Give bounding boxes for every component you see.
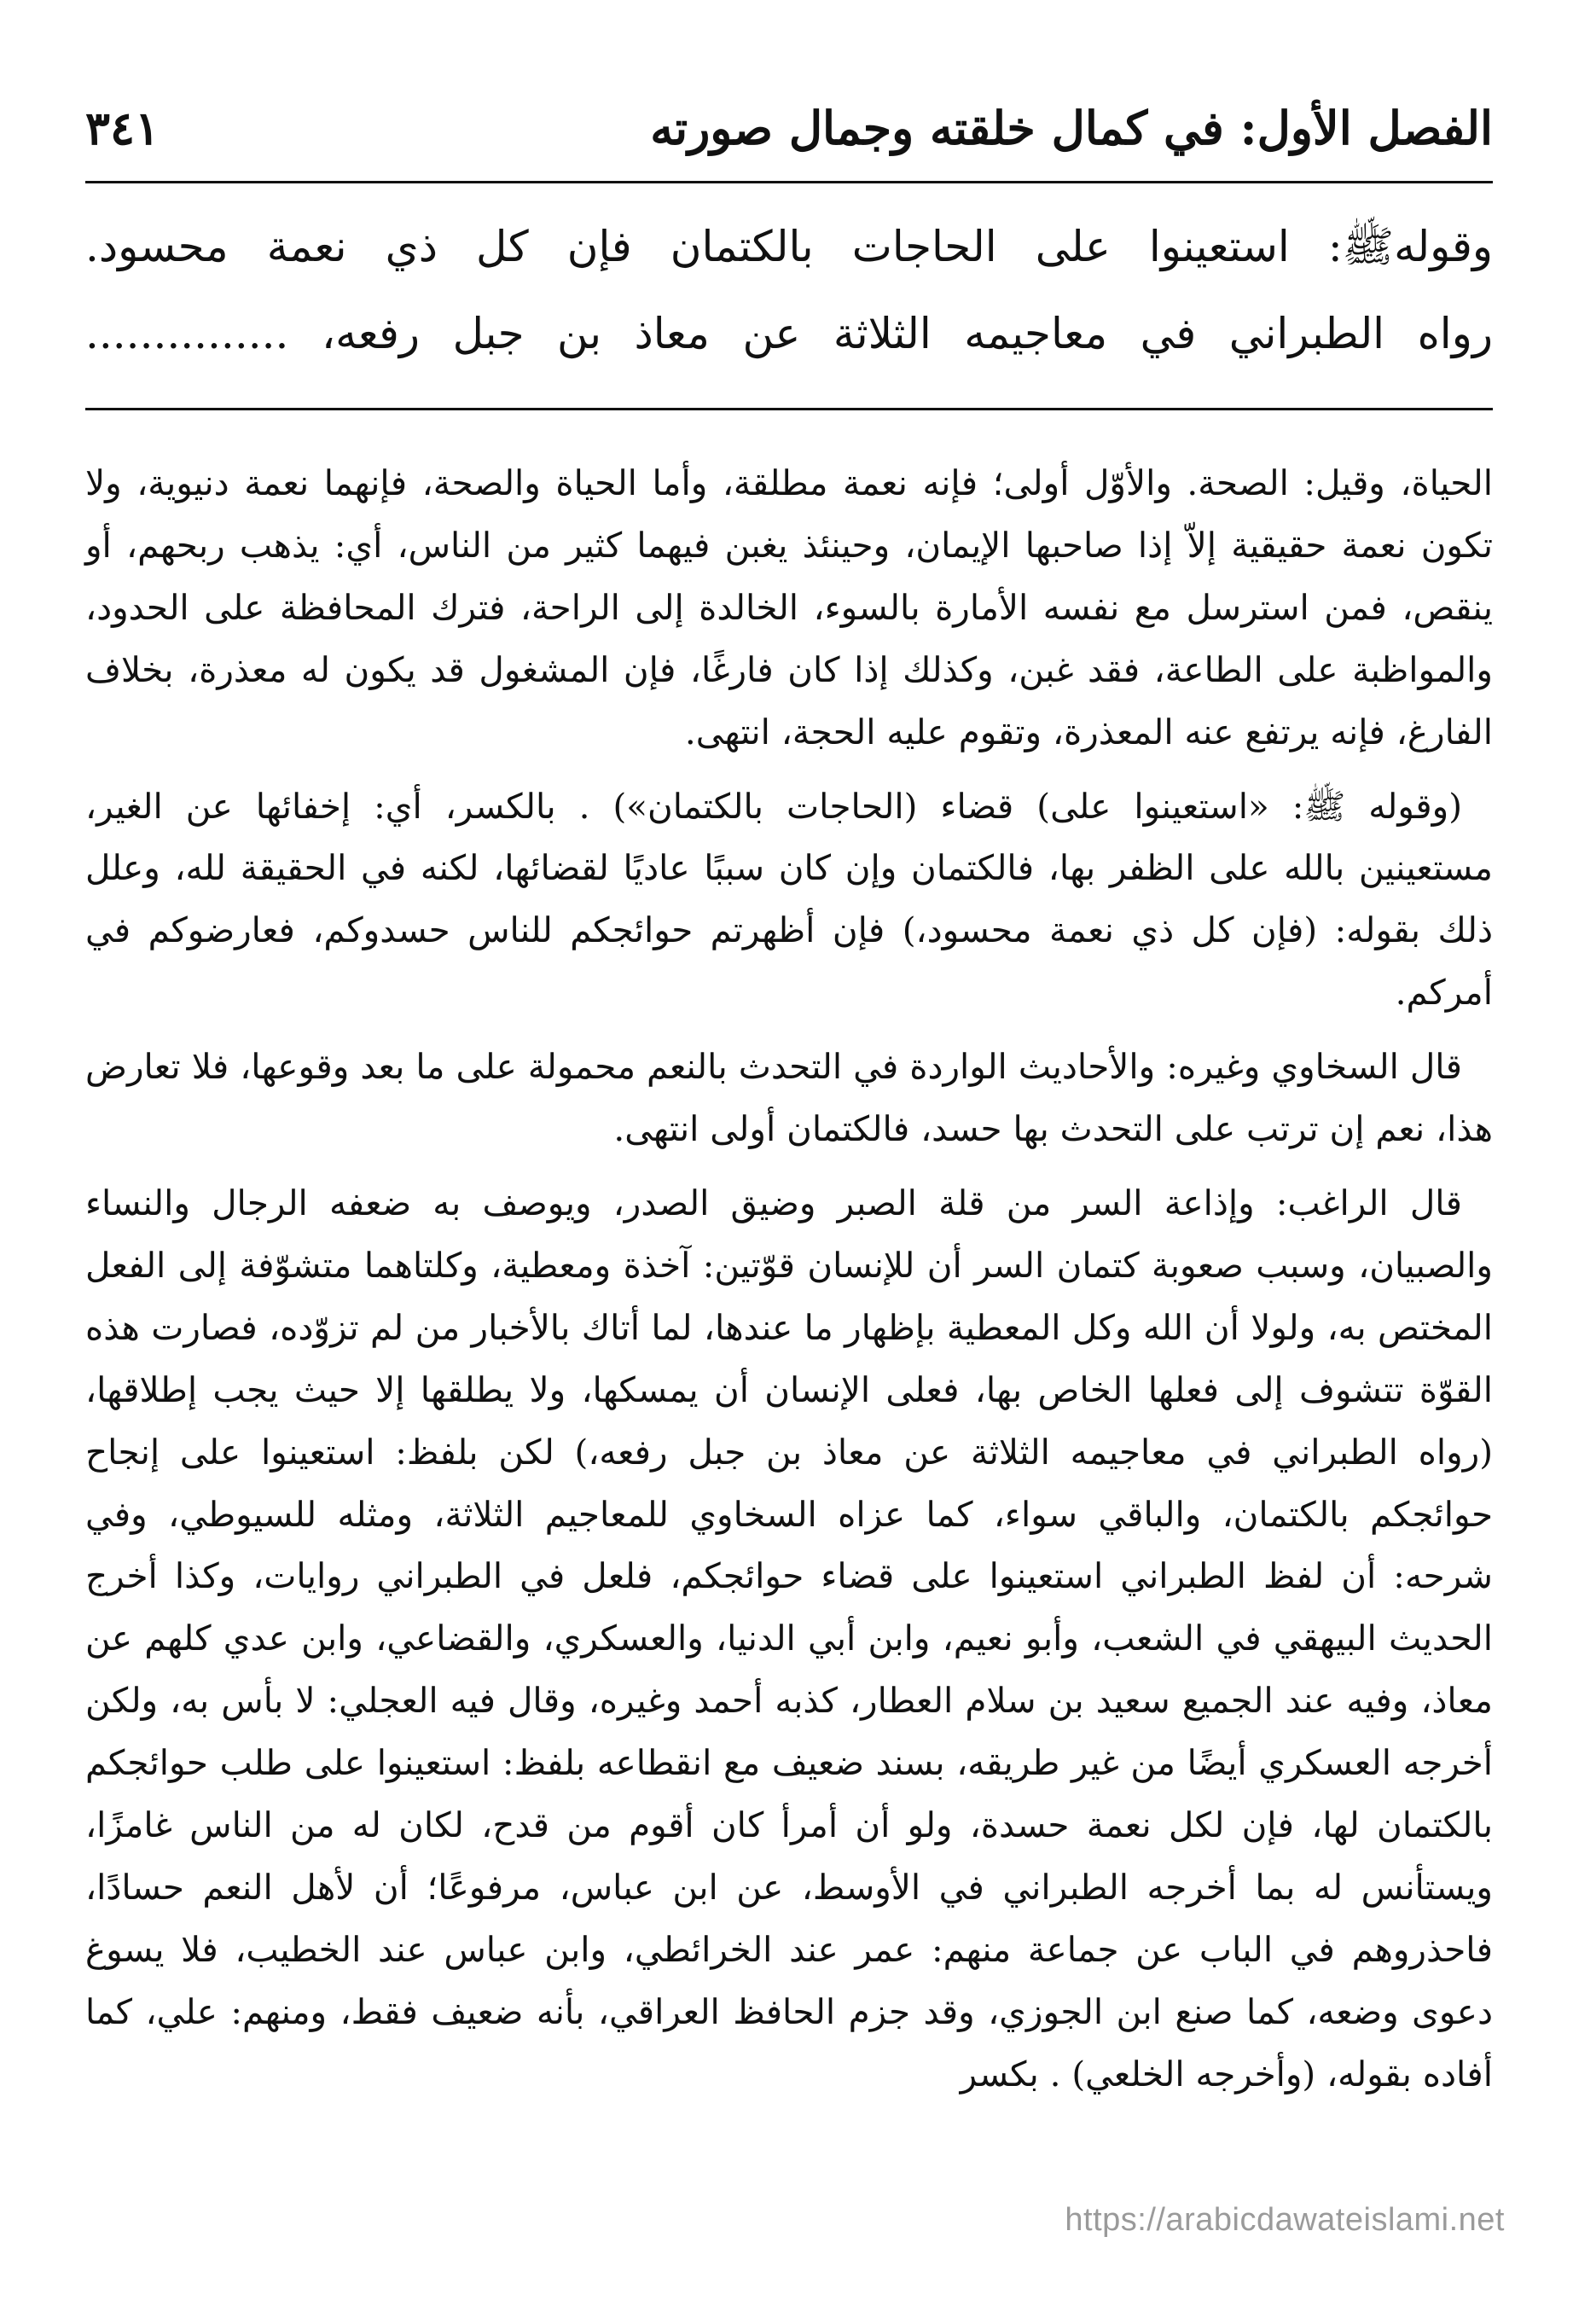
matn-divider <box>85 408 1493 410</box>
hadith-matn <box>85 203 1493 377</box>
book-page <box>85 0 1493 2324</box>
commentary-body <box>85 452 1493 2118</box>
page-number: ٣٤١ <box>85 101 160 155</box>
commentary-paragraph: الحياة، وقيل: الصحة. والأوّل أولى؛ فإنه نعمة مطلقة، وأما الحياة والصحة، فإنهما نعمة دنيوية، ولا تكون نعمة حقيقية إلاّ إذا صاحبها الإيمان، وحينئذ يغبن فيهما كثير من الناس، أي: يذهب ربحهم، أو ينقص، فمن استرسل مع نفسه الأمارة بالسوء، الخالدة إلى الراحة، فترك المحافظة على الحدود، والمواظبة على الطاعة، فقد غبن، وكذلك إذا كان فارغًا، فإن المشغول قد يكون له معذرة، بخلاف الفارغ، فإنه يرتفع عنه المعذرة، وتقوم عليه الحجة، انتهى. <box>85 462 1493 752</box>
commentary-paragraph: قال الراغب: وإذاعة السر من قلة الصبر وضيق الصدر، ويوصف به ضعفه الرجال والنساء والصبيان، وسبب صعوبة كتمان السر أن للإنسان قوّتين: آخذة ومعطية، وكلتاهما متشوّفة إلى الفعل المختص به، ولولا أن الله وكل المعطية بإظهار ما عندها، لما أتاك بالأخبار من لم تزوّده، فصارت هذه القوّة تتشوف إلى فعلها الخاص بها، فعلى الإنسان أن يمسكها، ولا يطلقها إلا حيث يجب إطلاقها، (رواه الطبراني في معاجيمه الثلاثة عن معاذ بن جبل رفعه،) لكن بلفظ: استعينوا على إنجاح حوائجكم بالكتمان، والباقي سواء، كما عزاه السخاوي للمعاجيم الثلاثة، ومثله للسيوطي، وفي شرحه: أن لفظ الطبراني استعينوا على قضاء حوائجكم، فلعل في الطبراني روايات، وكذا أخرج الحديث البيهقي في الشعب، وأبو نعيم، وابن أبي الدنيا، والعسكري، والقضاعي، وابن عدي كلهم عن معاذ، وفيه عند الجميع سعيد بن سلام العطار، كذبه أحمد وغيره، وقال فيه العجلي: لا بأس به، ولكن أخرجه العسكري أيضًا من غير طريقه، بسند ضعيف مع انقطاعه بلفظ: استعينوا على طلب حوائجكم بالكتمان لها، فإن لكل نعمة حسدة، ولو أن أمرأ كان أقوم من قدح، لكان له من الناس غامزًا، ويستأنس له بما أخرجه الطبراني في الأوسط، عن ابن عباس، مرفوعًا؛ أن لأهل النعم حسادًا، فاحذروهم في الباب عن جماعة منهم: عمر عند الخرائطي، وابن عباس عند الخطيب، فلا يسوغ دعوى وضعه، كما صنع ابن الجوزي، وقد جزم الحافظ العراقي، بأنه ضعيف فقط، ومنهم: علي، كما أفاده بقوله، (وأخرجه الخلعي) . بكسر <box>85 1182 1493 2095</box>
header-divider <box>85 181 1493 183</box>
running-header <box>85 101 1493 169</box>
commentary-paragraph: قال السخاوي وغيره: والأحاديث الواردة في التحدث بالنعم محمولة على ما بعد وقوعها، فلا تعارض هذا، نعم إن ترتب على التحدث بها حسد، فالكتمان أولى انتهى. <box>85 1046 1493 1150</box>
hadith-line-2: رواه الطبراني في معاجيمه الثلاثة عن معاذ بن جبل رفعه، ............... <box>85 309 1493 358</box>
chapter-title: الفصل الأول: في كمال خلقته وجمال صورته <box>650 101 1493 155</box>
watermark-url: https://arabicdawateislami.net <box>1065 2202 1505 2238</box>
hadith-line-1: وقولهﷺ: استعينوا على الحاجات بالكتمان فإن كل ذي نعمة محسود. <box>85 222 1493 271</box>
commentary-paragraph: (وقوله ﷺ: «استعينوا على) قضاء (الحاجات بالكتمان») . بالكسر، أي: إخفائها عن الغير، مستعينين بالله على الظفر بها، فالكتمان وإن كان سببًا عاديًا لقضائها، لكنه في الحقيقة لله، وعلل ذلك بقوله: (فإن كل ذي نعمة محسود،) فإن أظهرتم حوائجكم للناس حسدوكم، فعارضوكم في أمركم. <box>85 785 1493 1014</box>
